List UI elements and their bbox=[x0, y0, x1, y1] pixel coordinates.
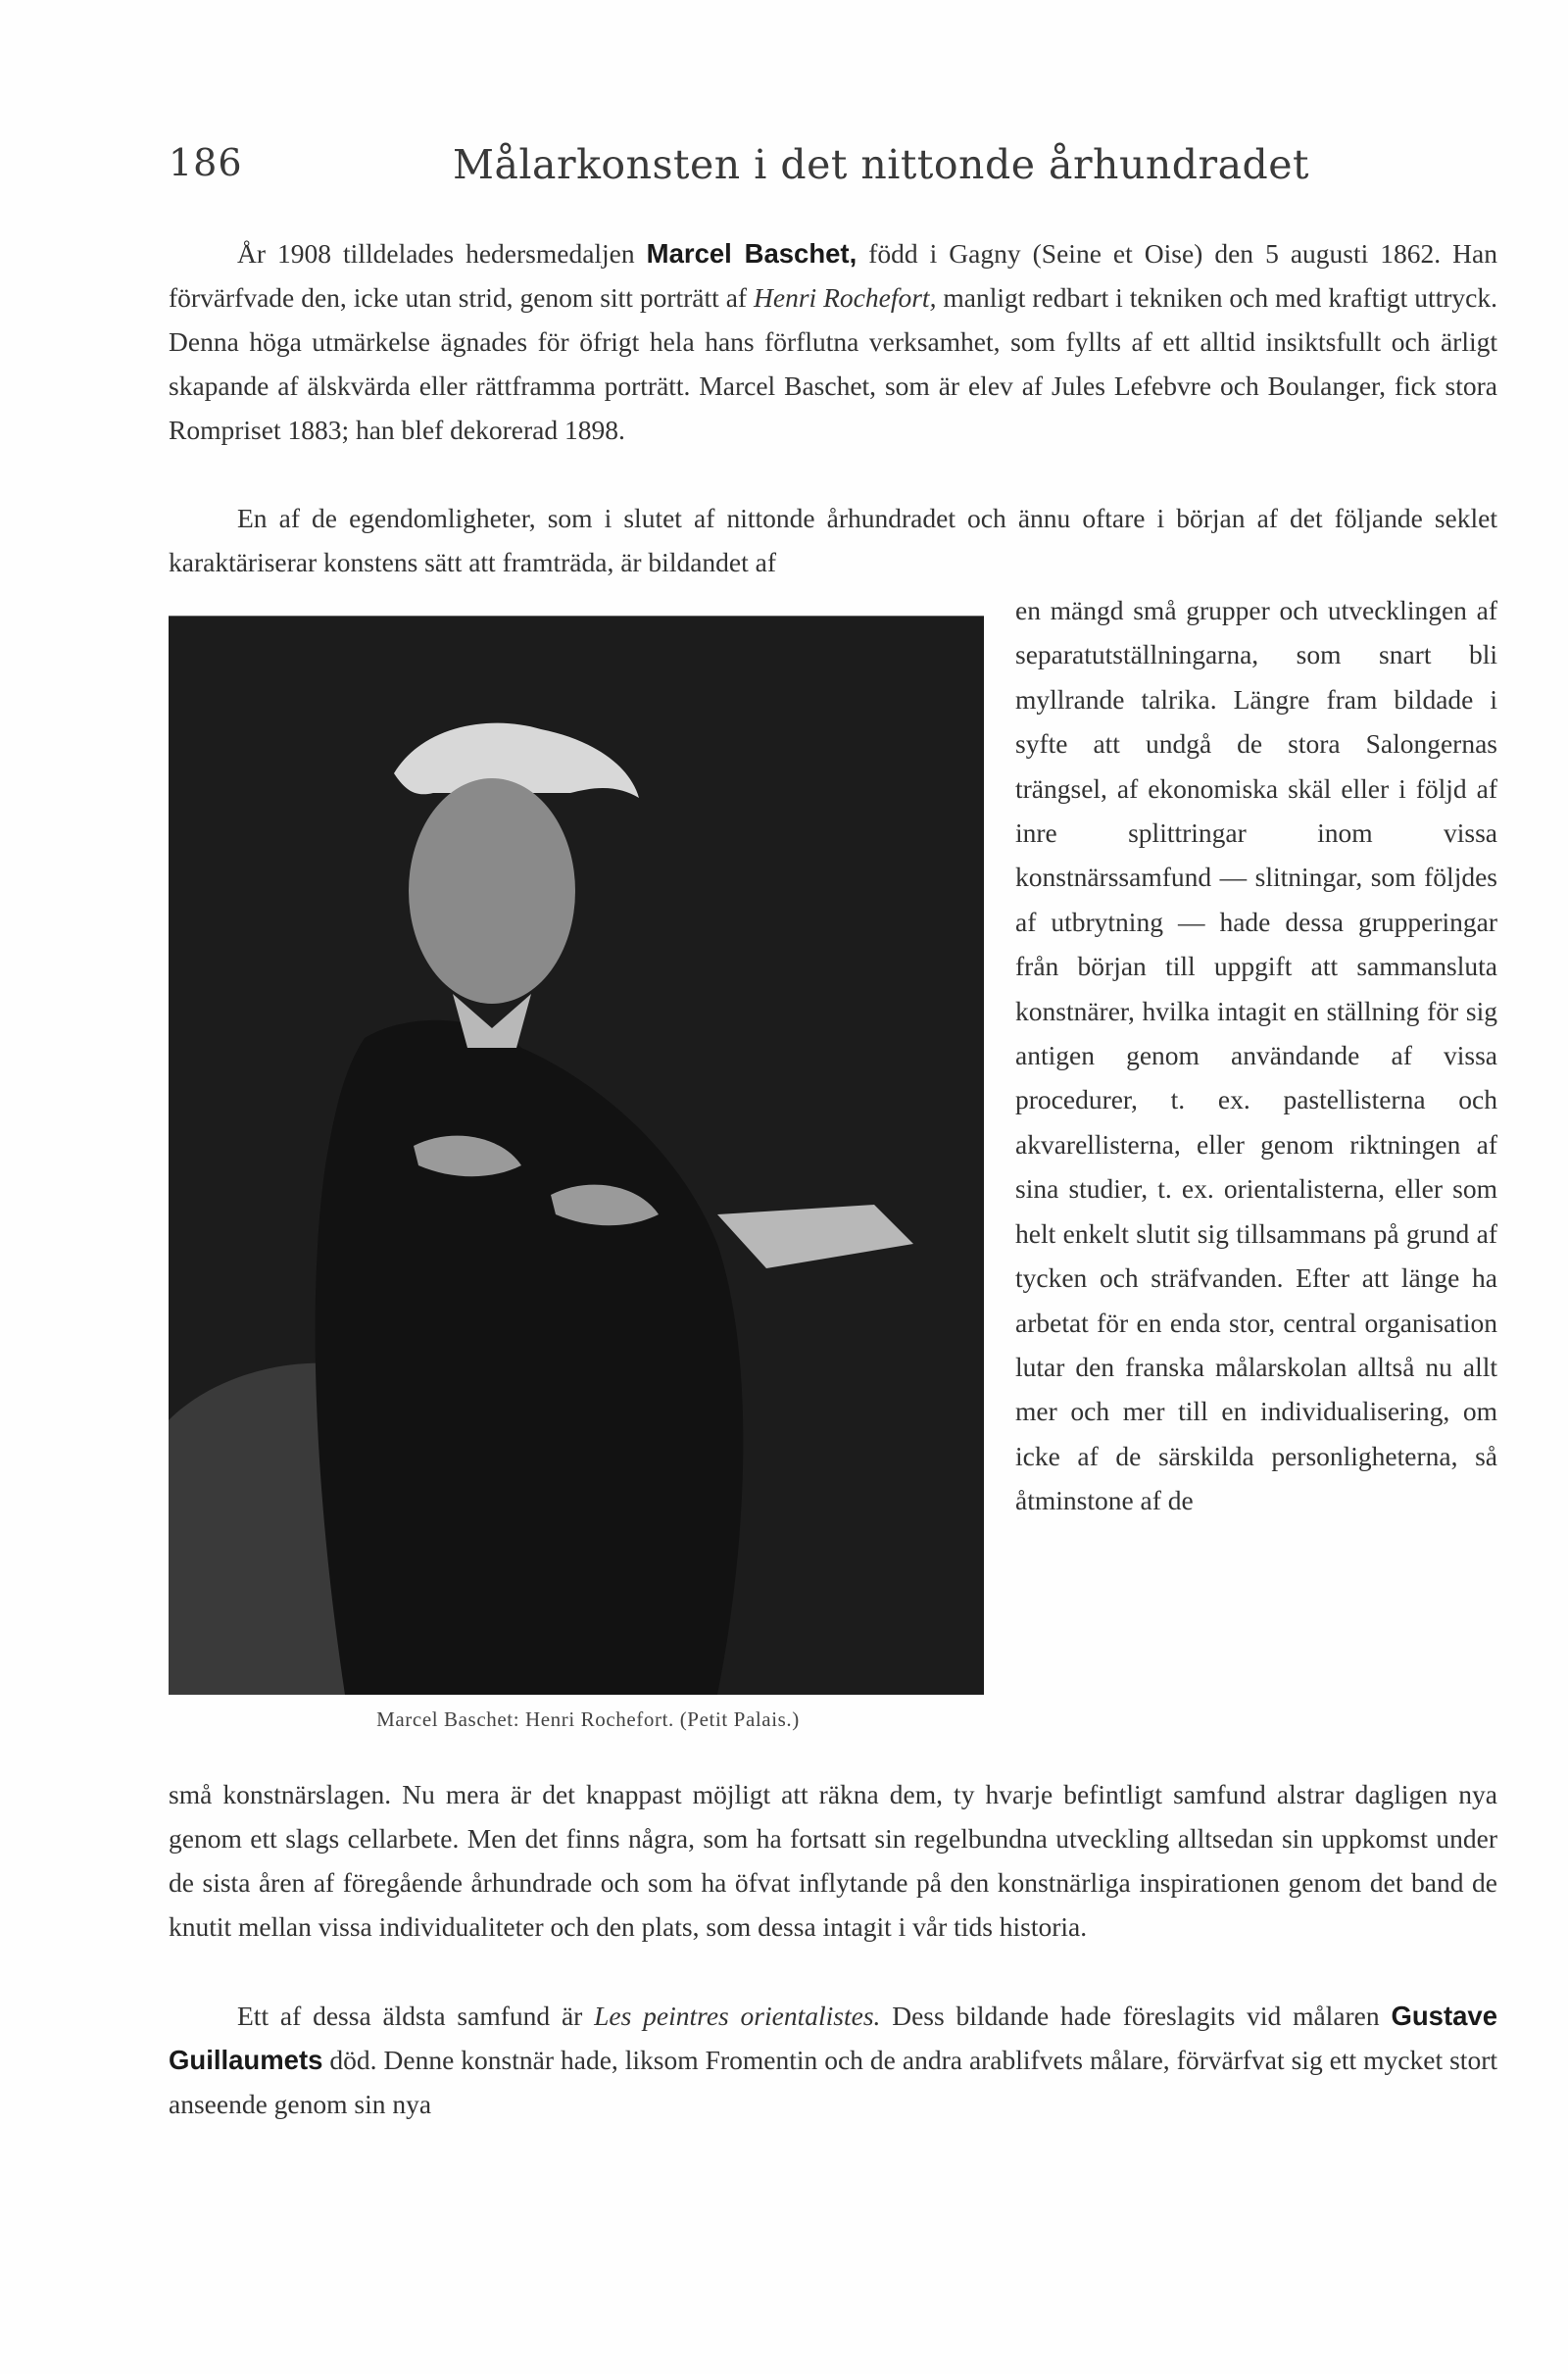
second-paragraph-start bbox=[169, 496, 1497, 584]
portrait-painting bbox=[169, 617, 984, 1695]
running-title: Målarkonsten i det nittonde århundradet bbox=[453, 141, 1310, 188]
third-paragraph-start: Ett af dessa äldsta samfund är bbox=[237, 2001, 595, 2031]
page-header bbox=[169, 141, 1443, 210]
intro-text-end: manligt redbart i tekniken och med kraftigt uttryck. Denna höga utmärkelse ägnades för öfrigt hela hans förflutna verksamhet, som fyllts af ett alltid insiktsfullt och ärligt skapande af älskvärda eller rättframma porträtt. Marcel Baschet, som är elev af Jules Lefebvre och Boulanger, fick stora Rompriset 1883; han blef dekorerad 1898. bbox=[169, 282, 1497, 445]
wrapped-text-column bbox=[1015, 588, 1497, 1523]
second-paragraph-column: en mängd små grupper och utvecklingen af separatutställningarna, som snart bli myllrande talrika. Längre fram bildade i syfte att undgå de stora Salongernas trängsel, af ekonomiska skäl eller i följd af inre splittringar inom vissa konstnärssamfund — slitningar, som följdes af utbrytning — hade dessa grupperingar från början till uppgift att sammansluta konstnärer, hvilka intagit en ställning för sig antigen genom användande af vissa procedurer, t. ex. pastellisterna och akvarellisterna, eller genom riktningen af sina studier, t. ex. orientalisterna, eller som helt enkelt slutit sig tillsammans på grund af tycken och sträfvanden. Efter att länge ha arbetat för en enda stor, central organisation lutar den franska målarskolan alltså nu allt mer och mer till en individualisering, om icke af de särskilda personligheterna, så åtminstone af de bbox=[1015, 595, 1497, 1516]
third-paragraph bbox=[169, 1994, 1497, 2126]
painter-name: Gustave Guillaumets bbox=[169, 2001, 1497, 2075]
second-paragraph-lead: En af de egendomligheter, som i slutet af nittonde århundradet och ännu oftare i början af det följande seklet karaktäriserar konstens sätt att framträda, är bildandet af bbox=[169, 503, 1497, 577]
artist-name: Marcel Baschet, bbox=[646, 238, 858, 269]
third-paragraph-end: död. Denne konstnär hade, liksom Fromentin och de andra arablifvets målare, förvärfvat sig ett mycket stort anseende genom sin nya bbox=[169, 2045, 1497, 2119]
page-number: 186 bbox=[169, 141, 243, 184]
second-paragraph-after-figure: små konstnärslagen. Nu mera är det knappast möjligt att räkna dem, ty hvarje befintligt samfund alstrar dagligen nya genom ett slags cellarbete. Men det finns några, som ha fortsatt sin regelbundna utveckling alltsedan sin uppkomst under de sista åren af föregående århundrade och som ha öfvat inflytande på den konstnärliga inspirationen genom det band de knutit mellan vissa individualiteter och den plats, som dessa intagit i vår tids historia. bbox=[169, 1779, 1497, 1942]
second-paragraph-end bbox=[169, 1772, 1497, 1949]
society-title: Les peintres orientalistes. bbox=[594, 2001, 881, 2031]
third-paragraph-middle: Dess bildande hade föreslagits vid målaren bbox=[880, 2001, 1392, 2031]
intro-text-middle: född i Gagny (Seine et Oise) den 5 augusti 1862. Han förvärfvade den, icke utan strid, genom sitt porträtt af bbox=[169, 238, 1497, 313]
figure-caption: Marcel Baschet: Henri Rochefort. (Petit Palais.) bbox=[376, 1707, 800, 1731]
portrait-illustration bbox=[169, 616, 984, 1695]
intro-paragraph bbox=[169, 231, 1497, 452]
face bbox=[409, 778, 575, 1004]
intro-text-start: År 1908 tilldelades hedersmedaljen bbox=[237, 238, 647, 269]
portrait-subject: Henri Rochefort, bbox=[754, 282, 937, 313]
